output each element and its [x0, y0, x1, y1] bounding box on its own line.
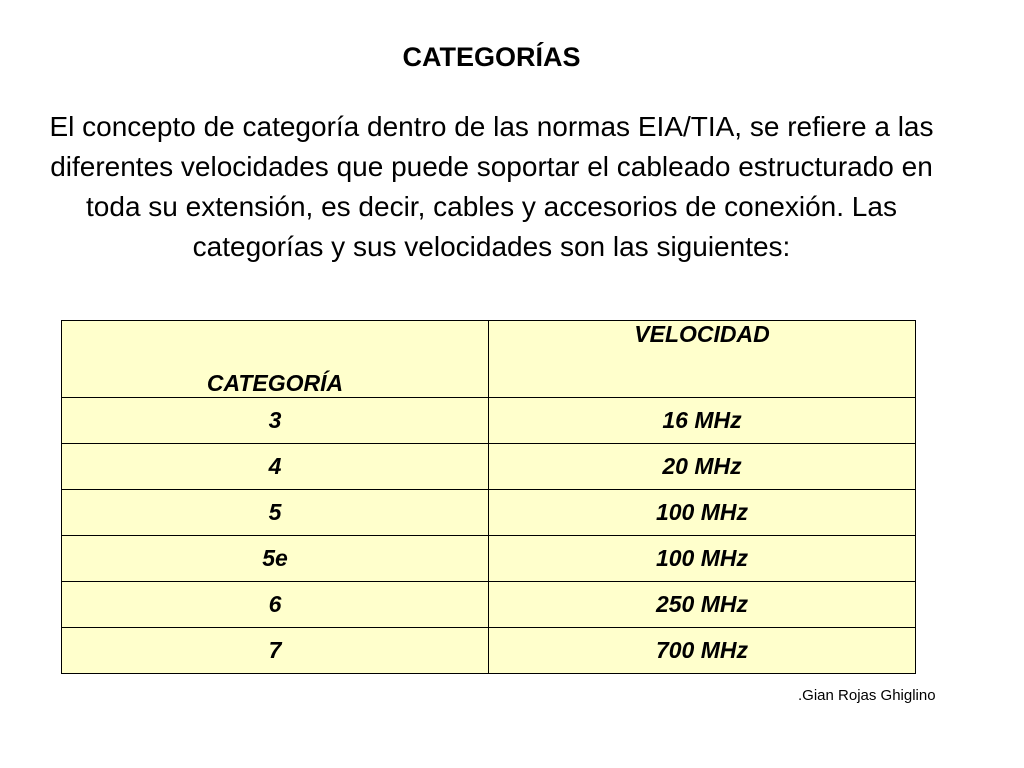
table-row: [62, 628, 916, 674]
header-velocidad: VELOCIDAD: [489, 321, 916, 398]
cell-categoria: 6: [62, 582, 489, 628]
header-categoria: CATEGORÍA: [62, 321, 489, 398]
table-row: [62, 536, 916, 582]
cell-velocidad: 100 MHz: [489, 536, 916, 582]
cell-categoria: 5: [62, 490, 489, 536]
table-row: [62, 582, 916, 628]
cell-categoria: 7: [62, 628, 489, 674]
table-row: [62, 444, 916, 490]
cell-velocidad: 16 MHz: [489, 398, 916, 444]
cell-velocidad: 20 MHz: [489, 444, 916, 490]
cell-categoria: 5e: [62, 536, 489, 582]
cell-velocidad: 250 MHz: [489, 582, 916, 628]
author-credit: .Gian Rojas Ghiglino: [798, 687, 936, 704]
cell-categoria: 4: [62, 444, 489, 490]
table-header-row: [62, 321, 916, 398]
slide-title: CATEGORÍAS: [402, 42, 581, 72]
cell-velocidad: 100 MHz: [489, 490, 916, 536]
table-row: [62, 490, 916, 536]
cell-categoria: 3: [62, 398, 489, 444]
cell-velocidad: 700 MHz: [489, 628, 916, 674]
categories-table: [61, 320, 916, 674]
intro-paragraph: El concepto de categoría dentro de las normas EIA/TIA, se refiere a las diferentes velocidades que puede soportar el cableado estructurado en toda su extensión, es decir, cables y accesorios de conexión. Las categorías y sus velocidades son las siguientes:: [49, 111, 934, 262]
table-row: [62, 398, 916, 444]
